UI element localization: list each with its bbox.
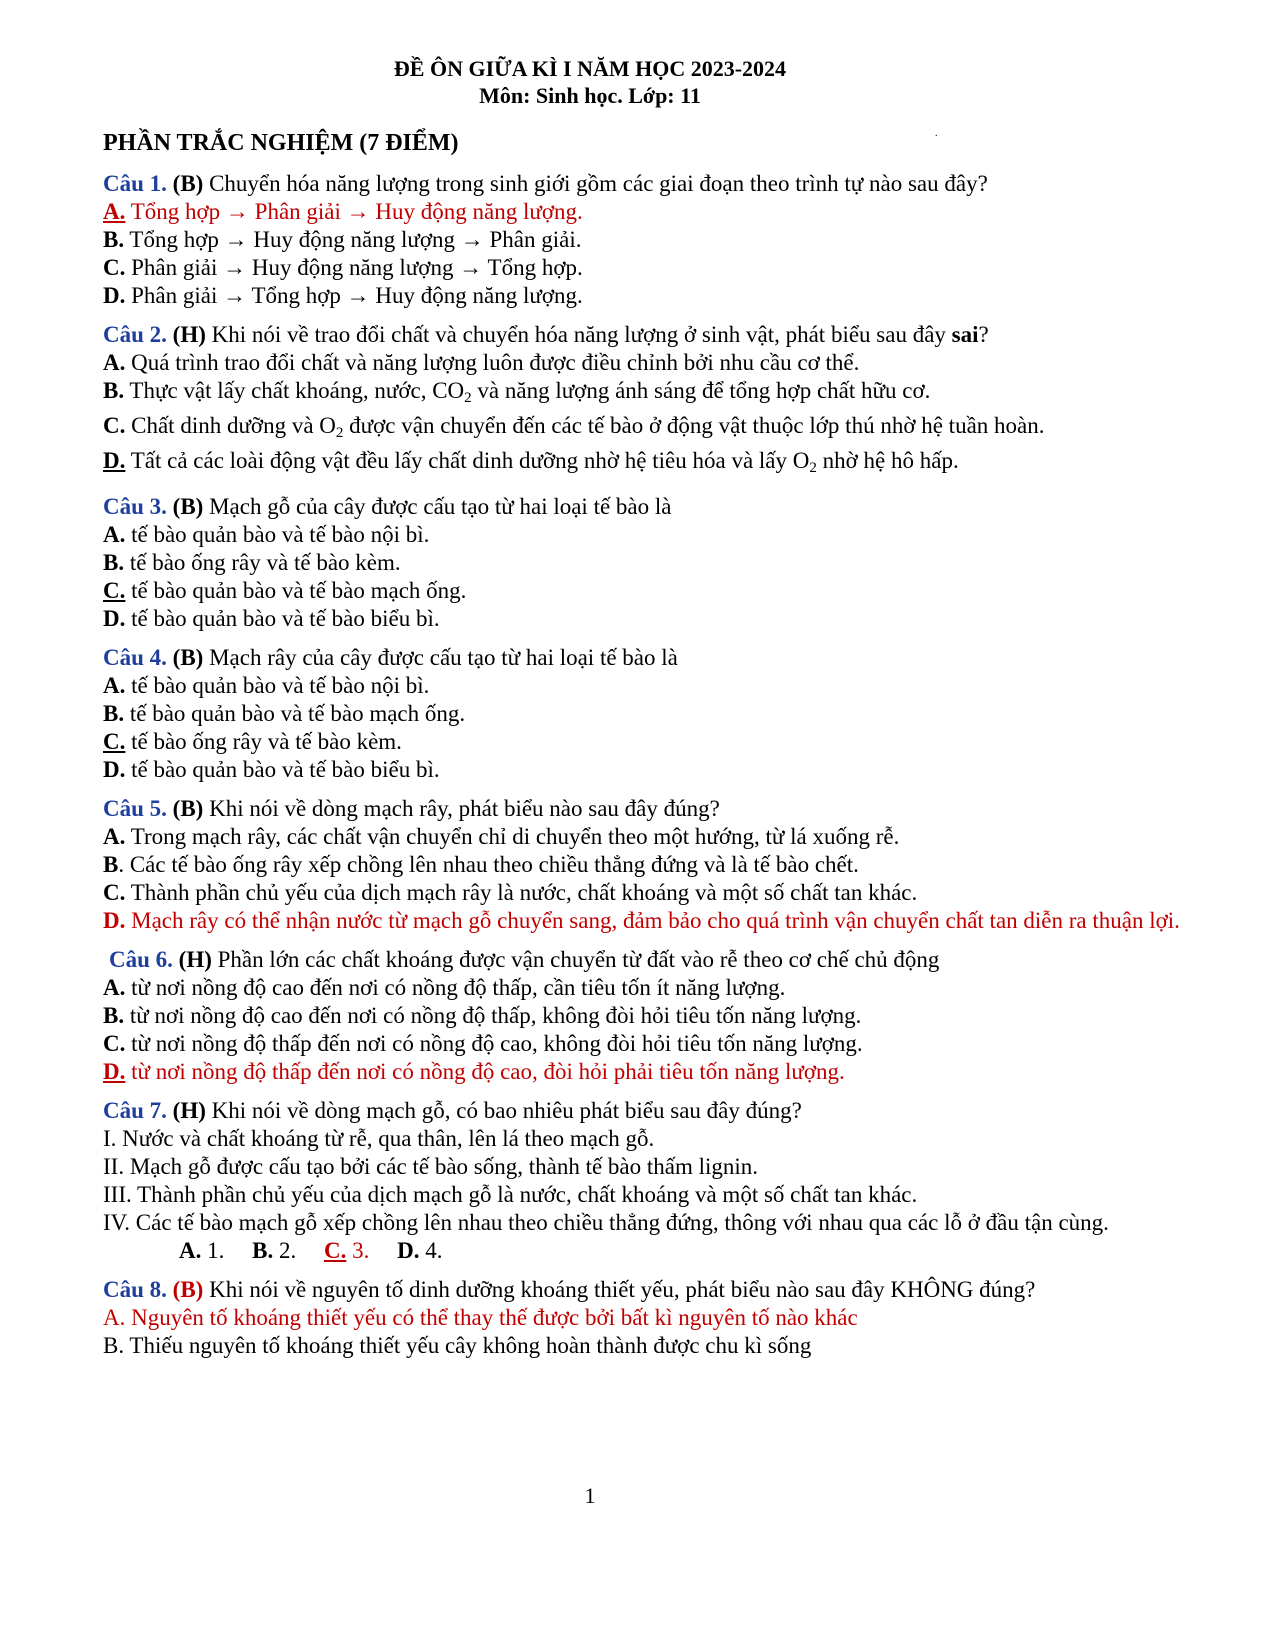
question-7 bbox=[103, 1097, 1183, 1265]
answer-option-c: C. Phân giải → Huy động năng lượng → Tổng hợp. bbox=[103, 255, 583, 280]
exam-title: ĐỀ ÔN GIỮA KÌ I NĂM HỌC 2023-2024 bbox=[393, 56, 787, 81]
stray-mark: . bbox=[935, 128, 938, 139]
answer-option-b: B. Thiếu nguyên tố khoáng thiết yếu cây không hoàn thành được chu kì sống bbox=[103, 1333, 812, 1358]
statement-3: III. Thành phần chủ yếu của dịch mạch gỗ là nước, chất khoáng và một số chất tan khác. bbox=[103, 1182, 918, 1207]
answer-option-c: C. từ nơi nồng độ thấp đến nơi có nồng độ cao, không đòi hỏi tiêu tốn năng lượng. bbox=[103, 1031, 863, 1056]
answer-option-b: B. 2. bbox=[252, 1238, 297, 1263]
question-stem bbox=[103, 1097, 1183, 1125]
question-text: Khi nói về trao đổi chất và chuyển hóa năng lượng ở sinh vật, phát biểu sau đây bbox=[205, 322, 952, 347]
question-level: (B) bbox=[172, 796, 204, 821]
statement-4: IV. Các tế bào mạch gỗ xếp chồng lên nhau theo chiều thẳng đứng, thông với nhau qua các lỗ ở đầu tận cùng. bbox=[103, 1210, 1109, 1235]
question-text: Mạch gỗ của cây được cấu tạo từ hai loại tế bào là bbox=[203, 494, 672, 519]
question-number: Câu 8. bbox=[103, 1277, 167, 1302]
answer-option-d: D. Mạch rây có thể nhận nước từ mạch gỗ chuyển sang, đảm bảo cho quá trình vận chuyển chất tan diễn ra thuận lợi. bbox=[103, 908, 1180, 933]
question-text: Khi nói về dòng mạch rây, phát biểu nào sau đây đúng? bbox=[203, 796, 720, 821]
question-4 bbox=[103, 644, 1183, 784]
question-stem bbox=[103, 795, 1183, 823]
answer-option-c: C. tế bào ống rây và tế bào kèm. bbox=[103, 729, 402, 754]
question-number: Câu 4. bbox=[103, 645, 167, 670]
question-text: Mạch rây của cây được cấu tạo từ hai loại tế bào là bbox=[203, 645, 678, 670]
answer-option-c: C. Chất dinh dưỡng và $O_2$ được vận chuyển đến các tế bào ở động vật thuộc lớp thú nhờ hệ tuần hoàn. bbox=[103, 413, 1045, 441]
answer-option-a: A. 1. bbox=[179, 1238, 225, 1263]
answer-option-a: A. tế bào quản bào và tế bào nội bì. bbox=[103, 522, 430, 547]
answer-option-d: D. tế bào quản bào và tế bào biểu bì. bbox=[103, 757, 440, 782]
question-6 bbox=[103, 946, 1183, 1086]
answer-option-b: B. tế bào quản bào và tế bào mạch ống. bbox=[103, 701, 466, 726]
question-2 bbox=[103, 321, 1183, 482]
question-stem: Câu 2. (H) Khi nói về trao đổi chất và chuyển hóa năng lượng ở sinh vật, phát biểu sau đây sai? bbox=[103, 322, 989, 347]
question-level: (H) bbox=[178, 947, 212, 972]
answer-options-inline bbox=[103, 1237, 1183, 1265]
question-number: Câu 3. bbox=[103, 494, 167, 519]
question-number: Câu 2. bbox=[103, 322, 167, 347]
page-number: 1 bbox=[584, 1483, 596, 1508]
answer-option-a: A. Quá trình trao đổi chất và năng lượng luôn được điều chỉnh bởi nhu cầu cơ thể. bbox=[103, 350, 860, 375]
answer-option-b: B. từ nơi nồng độ cao đến nơi có nồng độ thấp, không đòi hỏi tiêu tốn năng lượng. bbox=[103, 1003, 862, 1028]
answer-option-a: A. Trong mạch rây, các chất vận chuyển chỉ di chuyển theo một hướng, từ lá xuống rễ. bbox=[103, 824, 900, 849]
question-number: Câu 5. bbox=[103, 796, 167, 821]
question-level: (H) bbox=[172, 322, 206, 347]
answer-option-b: B. Tổng hợp → Huy động năng lượng → Phân giải. bbox=[103, 227, 582, 252]
question-1 bbox=[103, 170, 1183, 310]
question-5 bbox=[103, 795, 1183, 935]
answer-option-c: C. 3. bbox=[323, 1238, 370, 1263]
question-number: Câu 6. bbox=[109, 947, 173, 972]
question-text: Phần lớn các chất khoáng được vận chuyển từ đất vào rễ theo cơ chế chủ động bbox=[211, 947, 940, 972]
question-level: (B) bbox=[172, 645, 204, 670]
question-list bbox=[103, 170, 1183, 1371]
question-stem bbox=[103, 946, 1183, 974]
statement-2: II. Mạch gỗ được cấu tạo bởi các tế bào sống, thành tế bào thấm lignin. bbox=[103, 1154, 759, 1179]
question-text: Khi nói về dòng mạch gỗ, có bao nhiêu phát biểu sau đây đúng? bbox=[205, 1098, 802, 1123]
answer-option-d: D. 4. bbox=[397, 1238, 443, 1263]
question-number: Câu 7. bbox=[103, 1098, 167, 1123]
question-text: Khi nói về nguyên tố dinh dưỡng khoáng thiết yếu, phát biểu nào sau đây KHÔNG đúng? bbox=[203, 1277, 1036, 1302]
question-stem bbox=[103, 493, 1183, 521]
question-text: Chuyển hóa năng lượng trong sinh giới gồm các giai đoạn theo trình tự nào sau đây? bbox=[203, 171, 988, 196]
question-stem bbox=[103, 644, 1183, 672]
question-stem bbox=[103, 1276, 1183, 1304]
answer-option-a: A. tế bào quản bào và tế bào nội bì. bbox=[103, 673, 430, 698]
answer-option-d: D. tế bào quản bào và tế bào biểu bì. bbox=[103, 606, 440, 631]
question-level: (B) bbox=[172, 1277, 204, 1302]
answer-option-a: A. Tổng hợp → Phân giải → Huy động năng lượng. bbox=[103, 199, 583, 224]
question-level: (B) bbox=[172, 171, 204, 196]
answer-option-d: D. Phân giải → Tổng hợp → Huy động năng lượng. bbox=[103, 283, 583, 308]
question-level: (H) bbox=[172, 1098, 206, 1123]
question-level: (B) bbox=[172, 494, 204, 519]
answer-option-c: C. Thành phần chủ yếu của dịch mạch rây là nước, chất khoáng và một số chất tan khác. bbox=[103, 880, 918, 905]
answer-option-d: D. Tất cả các loài động vật đều lấy chất dinh dưỡng nhờ hệ tiêu hóa và lấy $O_2$ nhờ hệ hô hấp. bbox=[103, 448, 959, 476]
answer-option-b: B. tế bào ống rây và tế bào kèm. bbox=[103, 550, 401, 575]
question-stem bbox=[103, 170, 1183, 198]
answer-option-d: D. từ nơi nồng độ thấp đến nơi có nồng độ cao, đòi hỏi phải tiêu tốn năng lượng. bbox=[103, 1059, 845, 1084]
exam-subtitle: Môn: Sinh học. Lớp: 11 bbox=[479, 83, 701, 108]
section-title: PHẦN TRẮC NGHIỆM (7 ĐIỂM) bbox=[103, 130, 459, 156]
answer-option-a: A. Nguyên tố khoáng thiết yếu có thể thay thế được bởi bất kì nguyên tố nào khác bbox=[103, 1305, 858, 1330]
answer-option-b: B. Các tế bào ống rây xếp chồng lên nhau theo chiều thẳng đứng và là tế bào chết. bbox=[103, 852, 859, 877]
answer-option-a: A. từ nơi nồng độ cao đến nơi có nồng độ thấp, cần tiêu tốn ít năng lượng. bbox=[103, 975, 786, 1000]
question-number: Câu 1. bbox=[103, 171, 167, 196]
statement-1: I. Nước và chất khoáng từ rễ, qua thân, lên lá theo mạch gỗ. bbox=[103, 1126, 655, 1151]
question-8 bbox=[103, 1276, 1183, 1360]
answer-option-b: B. Thực vật lấy chất khoáng, nước, $CO_2$ và năng lượng ánh sáng để tổng hợp chất hữu cơ. bbox=[103, 378, 931, 406]
answer-option-c: C. tế bào quản bào và tế bào mạch ống. bbox=[103, 578, 467, 603]
question-3 bbox=[103, 493, 1183, 633]
